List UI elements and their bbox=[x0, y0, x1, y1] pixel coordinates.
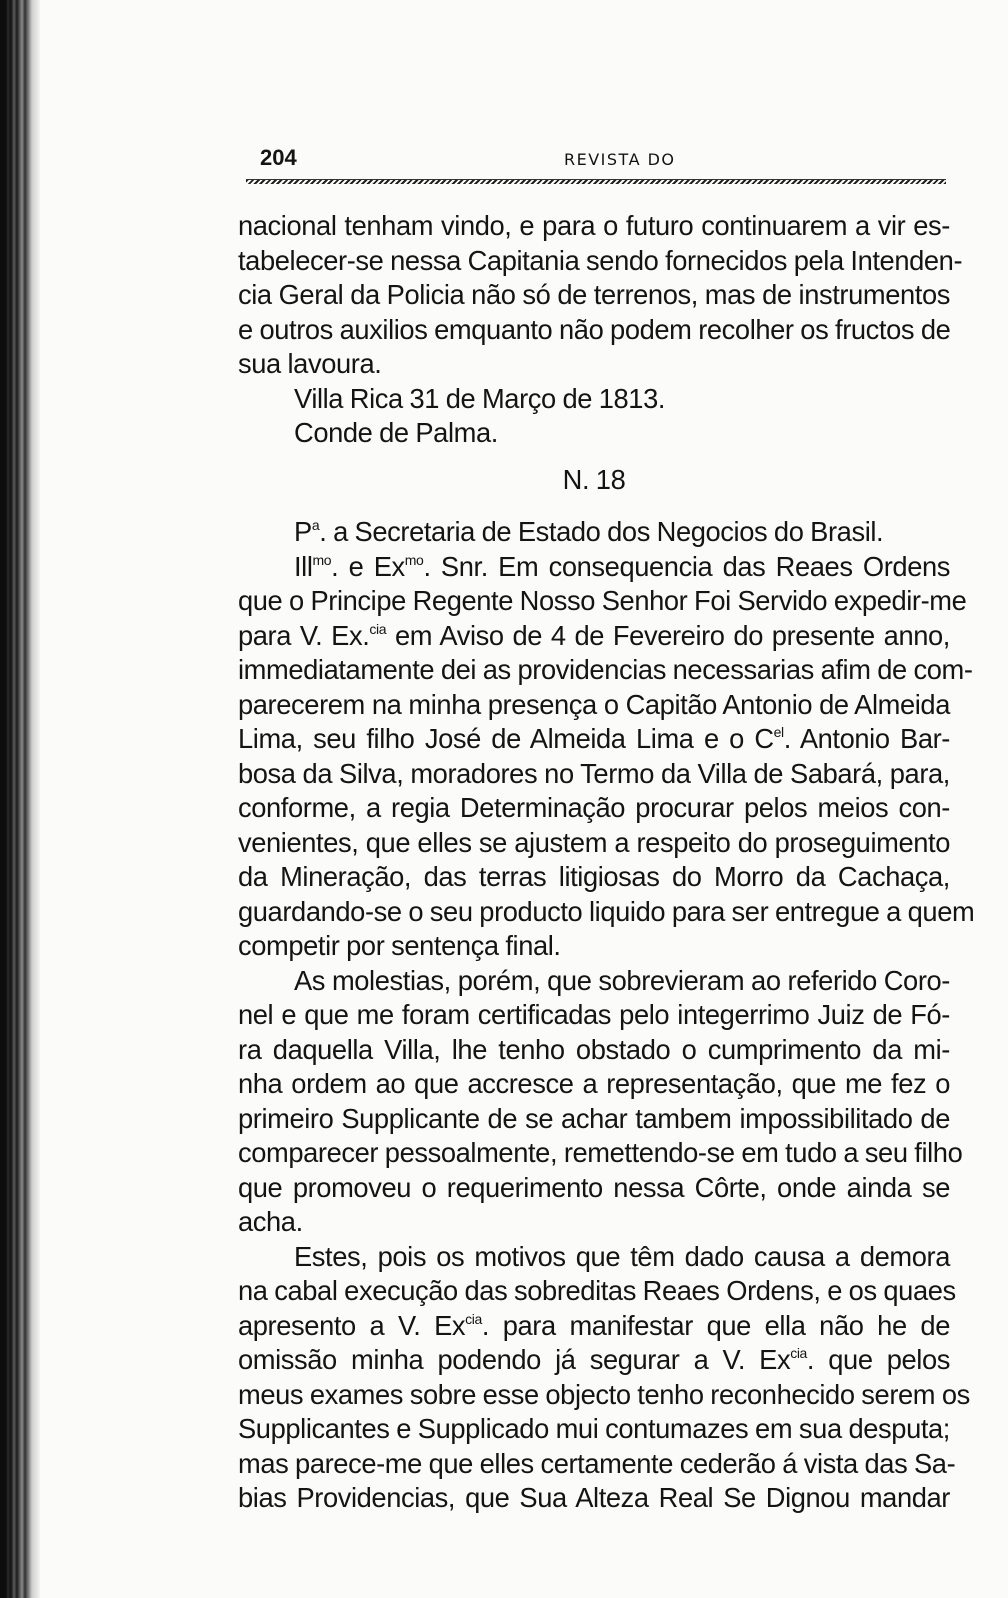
text-line: meus exames sobre esse objecto tenho reconhecido serem os bbox=[238, 1378, 970, 1410]
text-line: immediatamente dei as providencias necessarias afim de com- bbox=[238, 654, 973, 685]
text-line: da Mineração, das terras litigiosas do Morro da Cachaça, bbox=[238, 861, 950, 892]
text-line: tabelecer-se nessa Capitania sendo fornecidos pela Intenden- bbox=[238, 244, 963, 276]
text-line: guardando-se o seu producto liquido para ser entregue a quem bbox=[238, 895, 975, 927]
text-line: que promoveu o requerimento nessa Côrte, onde ainda se bbox=[238, 1171, 950, 1203]
text-line: nacional tenham vindo, e para o futuro continuarem a vir es- bbox=[238, 210, 950, 241]
page-number: 204 bbox=[260, 145, 297, 170]
text-line: e outros auxilios emquanto não podem recolher os fructos de bbox=[238, 313, 951, 345]
signature: Conde de Palma. bbox=[294, 417, 498, 448]
addressee-line: $P^a$. a Secretaria de Estado dos Negocios do Brasil. bbox=[294, 516, 884, 547]
text-line: que o Principe Regente Nosso Senhor Foi Servido expedir-me bbox=[238, 585, 967, 616]
text-line: Estes, pois os motivos que têm dado causa a demora bbox=[294, 1240, 950, 1272]
place-date: Villa Rica 31 de Março de 1813. bbox=[294, 382, 666, 414]
text-line: Lima, seu filho José de Almeida Lima e o $C^{el}$. Antonio Bar- bbox=[238, 723, 950, 754]
text-line: bias Providencias, que Sua Alteza Real Se Dignou mandar bbox=[238, 1482, 950, 1513]
document-number-heading: N. 18 bbox=[562, 463, 626, 495]
text-line: bosa da Silva, moradores no Termo da Villa de Sabará, para, bbox=[238, 757, 950, 789]
text-line: sua lavoura. bbox=[238, 348, 382, 379]
text-line: cia Geral da Policia não só de terrenos, mas de instrumentos bbox=[238, 279, 950, 310]
text-line: As molestias, porém, que sobrevieram ao referido Coro- bbox=[294, 964, 950, 996]
text-line: mas parece-me que elles certamente cederão á vista das Sa- bbox=[238, 1447, 956, 1479]
text-line: nel e que me foram certificadas pelo integerrimo Juiz de Fó- bbox=[238, 999, 950, 1030]
paragraph bbox=[238, 1240, 970, 1516]
text-line: Ill$^{mo}$. e $Ex^{mo}$. Snr. Em consequencia das Reaes Ordens bbox=[294, 550, 951, 582]
paragraph-continuation bbox=[238, 209, 963, 382]
text-line: na cabal execução das sobreditas Reaes Ordens, e os quaes bbox=[238, 1275, 956, 1306]
header-rule bbox=[246, 179, 946, 184]
book-binding-edge bbox=[0, 0, 40, 1598]
text-line: conforme, a regia Determinação procurar pelos meios con- bbox=[238, 792, 950, 823]
text-line: primeiro Supplicante de se achar tambem impossibilitado de bbox=[238, 1102, 950, 1134]
text-line: venientes, que elles se ajustem a respeito do proseguimento bbox=[238, 826, 950, 858]
text-line: omissão minha podendo já segurar a V. $Ex^{cia}$. que pelos bbox=[238, 1344, 951, 1375]
paragraph bbox=[238, 550, 975, 964]
document-page bbox=[238, 140, 975, 1513]
running-head bbox=[238, 140, 950, 176]
page-body bbox=[238, 209, 975, 1516]
text-line: Supplicantes e Supplicado mui contumazes em sua desputa; bbox=[238, 1413, 950, 1444]
paragraph bbox=[238, 964, 963, 1240]
text-line: acha. bbox=[238, 1206, 303, 1237]
text-line: para V. Ex.$^{cia}$ em Aviso de 4 de Fevereiro do presente anno, bbox=[238, 619, 950, 651]
text-line: competir por sentença final. bbox=[238, 930, 561, 961]
text-line: comparecer pessoalmente, remettendo-se em tudo a seu filho bbox=[238, 1137, 963, 1168]
text-line: apresento a V. $Ex^{cia}$. para manifestar que ella não he de bbox=[238, 1309, 950, 1341]
journal-title: REVISTA DO bbox=[564, 150, 676, 169]
text-line: nha ordem ao que accresce a representação, que me fez o bbox=[238, 1068, 950, 1099]
text-line: ra daquella Villa, lhe tenho obstado o cumprimento da mi- bbox=[238, 1033, 950, 1065]
text-line: parecerem na minha presença o Capitão Antonio de Almeida bbox=[238, 688, 950, 720]
